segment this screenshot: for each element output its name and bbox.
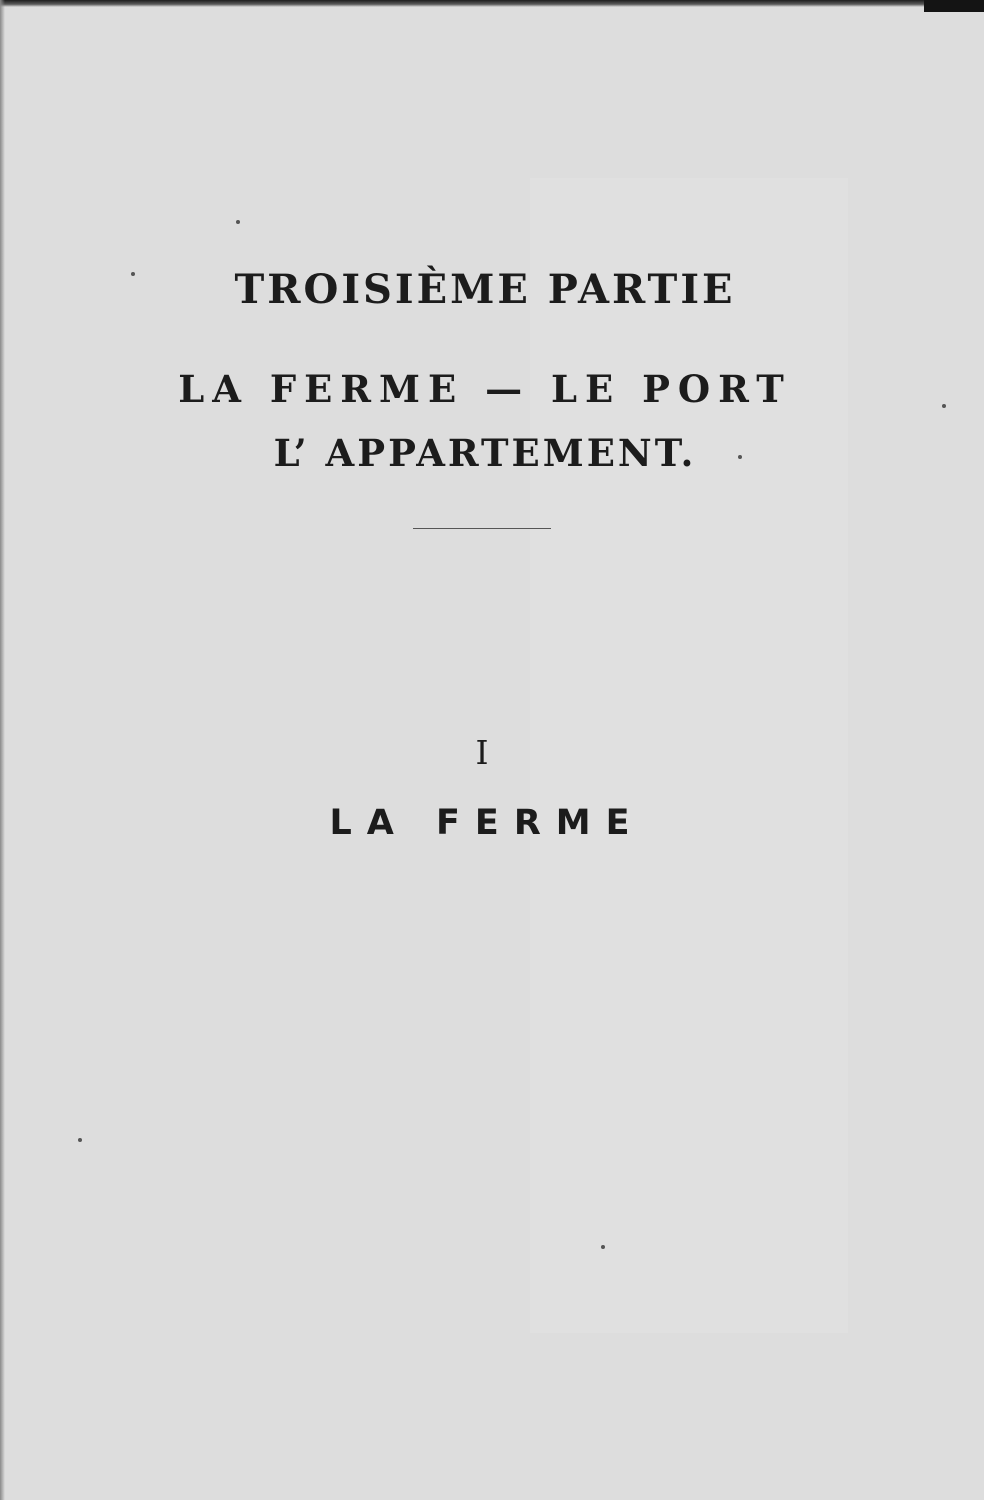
paper-speck [942,404,946,408]
paper-speck [738,455,742,459]
part-title: TROISIÈME PARTIE [234,266,736,313]
paper-speck [236,220,240,224]
paper-speck [78,1138,82,1142]
divider-rule [413,528,551,529]
part-subtitle-line-2: L’ APPARTEMENT. [273,431,697,475]
part-subtitle-line-1: LA FERME — LE PORT [178,367,792,411]
page-top-corner [924,0,984,12]
paper-speck [601,1245,605,1249]
page-top-edge [0,0,984,7]
chapter-number: I [475,733,489,772]
paper-speck [131,272,135,276]
chapter-title: LA FERME [329,803,645,843]
